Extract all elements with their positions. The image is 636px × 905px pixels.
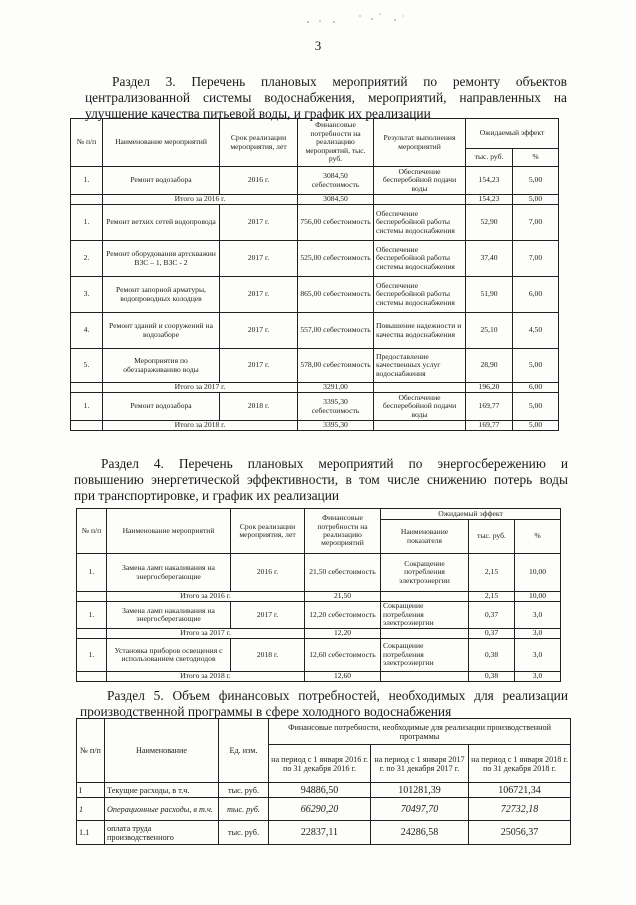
- table-cell: Итого за 2018 г.: [107, 672, 305, 682]
- scan-artifact: [300, 10, 410, 30]
- table-cell: 2,15: [469, 592, 515, 602]
- table-cell: 2.: [71, 241, 103, 277]
- table-cell: 21,50: [305, 592, 381, 602]
- table-cell: 7,00: [513, 241, 559, 277]
- table-cell: Обеспечение бесперебойной работы системы водоснабжения: [374, 277, 466, 313]
- table-row: [71, 277, 559, 313]
- table-header: Срок реализации мероприятия, лет: [231, 509, 305, 554]
- table-cell: 7,00: [513, 205, 559, 241]
- table-cell: 5.: [71, 349, 103, 383]
- table-cell: 578,00 себестоимость: [298, 349, 374, 383]
- table-cell: 3,0: [515, 629, 561, 639]
- table-cell: Обеспечение бесперебойной подачи воды: [374, 393, 466, 421]
- table-header: Наименование мероприятий: [107, 509, 231, 554]
- table-row: [71, 313, 559, 349]
- table-cell: 3.: [71, 277, 103, 313]
- table-row: [77, 602, 561, 629]
- table-cell: 154,23: [466, 195, 513, 205]
- table-cell: Ремонт ветхих сетей водопровода: [103, 205, 220, 241]
- table-cell: 70497,70: [371, 798, 469, 821]
- table-cell: оплата труда производственного: [105, 821, 219, 845]
- table-row: [71, 205, 559, 241]
- table-cell: тыс. руб.: [219, 783, 269, 798]
- table-row: [77, 554, 561, 592]
- section4-heading-line: Раздел 4. Перечень плановых мероприятий по энергосбережению и: [101, 456, 568, 471]
- table-header: Срок реализации мероприятия, лет: [220, 119, 298, 167]
- table-cell: 5,00: [513, 195, 559, 205]
- table-header: на период с 1 января 2017 г. по 31 декабря 2017 г.: [371, 745, 469, 783]
- table-row: [71, 167, 559, 195]
- table-cell: Установка приборов освещения с использованием светодиодов: [107, 639, 231, 672]
- section3-heading: [85, 74, 567, 122]
- table-row: [77, 821, 571, 845]
- table-cell: I: [77, 783, 105, 798]
- table-header: № п/п: [71, 119, 103, 167]
- table-cell: 756,00 себестоимость: [298, 205, 374, 241]
- table-cell: Ремонт водозабора: [103, 167, 220, 195]
- section3-heading-line: Раздел 3. Перечень плановых мероприятий по ремонту объектов: [112, 74, 567, 89]
- table-header: на период с 1 января 2018 г. по 31 декабря 2018 г.: [469, 745, 571, 783]
- table-header: Ожидаемый эффект: [466, 119, 559, 149]
- table-cell: 3291,00: [298, 383, 374, 393]
- table-row: [77, 783, 571, 798]
- table-row: [71, 421, 559, 431]
- table-cell: 2018 г.: [231, 639, 305, 672]
- table-header: %: [513, 149, 559, 167]
- table-cell: 1.: [77, 602, 107, 629]
- table-cell: 0,37: [469, 629, 515, 639]
- table-header: тыс. руб.: [469, 520, 515, 554]
- table-cell: 1.: [71, 167, 103, 195]
- table-row: [71, 195, 559, 205]
- table-header: Наименование мероприятий: [103, 119, 220, 167]
- table-cell: 2016 г.: [220, 167, 298, 195]
- table-cell: тыс. руб.: [219, 798, 269, 821]
- table-cell: 28,90: [466, 349, 513, 383]
- table-cell: 1.: [77, 554, 107, 592]
- table-cell: 12,20 себестоимость: [305, 602, 381, 629]
- table-cell: 169,77: [466, 393, 513, 421]
- table-cell: 2017 г.: [231, 602, 305, 629]
- table-header: Наименование: [105, 719, 219, 783]
- table-cell: Сокращение потребления электроэнергии: [381, 602, 469, 629]
- table-cell: 525,00 себестоимость: [298, 241, 374, 277]
- table-cell: 1.: [71, 205, 103, 241]
- table-cell: 3,0: [515, 639, 561, 672]
- section3-heading-line: централизованной системы водоснабжения, мероприятий, направленных на: [85, 90, 567, 105]
- table-cell: 1.1: [77, 821, 105, 845]
- table-cell: Замена ламп накаливания на энергосберегающие: [107, 554, 231, 592]
- table-cell: Итого за 2016 г.: [107, 592, 305, 602]
- table-cell: 2017 г.: [220, 205, 298, 241]
- table-cell: 25056,37: [469, 821, 571, 845]
- table-cell: Сокращение потребления электроэнергии: [381, 554, 469, 592]
- section4-heading-line: повышению энергетической эффективности, в том числе снижению потерь воды: [74, 472, 568, 487]
- table-cell: 3,0: [515, 672, 561, 682]
- table-cell: Обеспечение бесперебойной работы системы водоснабжения: [374, 241, 466, 277]
- table-cell: 5,00: [513, 349, 559, 383]
- table-cell: Обеспечение бесперебойной работы системы водоснабжения: [374, 205, 466, 241]
- section5-heading: [80, 688, 568, 720]
- section5-heading-line: производственной программы в сфере холодного водоснабжения: [80, 704, 452, 719]
- table-cell: 0,38: [469, 639, 515, 672]
- table-cell: 6,00: [513, 277, 559, 313]
- table-cell: 2018 г.: [220, 393, 298, 421]
- table-cell: 5,00: [513, 421, 559, 431]
- table-cell: 12,60 себестоимость: [305, 639, 381, 672]
- table-row: [71, 393, 559, 421]
- section4-heading-line: при транспортировке, и график их реализации: [74, 488, 340, 503]
- table-cell: 52,90: [466, 205, 513, 241]
- table-cell: 25,10: [466, 313, 513, 349]
- table-cell: 3,0: [515, 602, 561, 629]
- table-cell: Итого за 2017 г.: [103, 383, 298, 393]
- table-cell: 2017 г.: [220, 241, 298, 277]
- table-row: [77, 639, 561, 672]
- page-number: 3: [314, 38, 322, 53]
- table-cell: 3395,30 себестоимость: [298, 393, 374, 421]
- table-cell: 2017 г.: [220, 349, 298, 383]
- table-cell: Ремонт оборудования артскважин ВЗС – 1, ВЗС - 2: [103, 241, 220, 277]
- table-cell: 557,00 себестоимость: [298, 313, 374, 349]
- section3-heading-line: улучшение качества питьевой воды, и график их реализации: [85, 106, 431, 121]
- table-cell: тыс. руб.: [219, 821, 269, 845]
- table-header: Финансовые потребности на реализацию мероприятий: [305, 509, 381, 554]
- section3-table: [70, 118, 559, 431]
- table-cell: 154,23: [466, 167, 513, 195]
- table-cell: 865,00 себестоимость: [298, 277, 374, 313]
- table-header: тыс. руб.: [466, 149, 513, 167]
- table-cell: 196,20: [466, 383, 513, 393]
- table-cell: Сокращение потребления электроэнергии: [381, 639, 469, 672]
- table-cell: 5,00: [513, 393, 559, 421]
- table-row: [77, 798, 571, 821]
- table-cell: Итого за 2018 г.: [103, 421, 298, 431]
- table-cell: 2,15: [469, 554, 515, 592]
- table-cell: 10,00: [515, 592, 561, 602]
- table-cell: 94886,50: [269, 783, 371, 798]
- table-cell: 4.: [71, 313, 103, 349]
- table-header: Финансовые потребности, необходимые для реализации производственной программы: [269, 719, 571, 745]
- table-cell: 2016 г.: [231, 554, 305, 592]
- table-cell: 5,00: [513, 167, 559, 195]
- table-cell: 22837,11: [269, 821, 371, 845]
- table-cell: Ремонт зданий и сооружений на водозаборе: [103, 313, 220, 349]
- table-header: на период с 1 января 2016 г. по 31 декабря 2016 г.: [269, 745, 371, 783]
- table-cell: 12,20: [305, 629, 381, 639]
- table-row: [71, 349, 559, 383]
- section5-table: [76, 718, 571, 845]
- table-row: [71, 241, 559, 277]
- table-cell: Замена ламп накаливания на энергосберегающие: [107, 602, 231, 629]
- table-cell: 1: [77, 798, 105, 821]
- table-cell: 0,37: [469, 602, 515, 629]
- table-cell: 106721,34: [469, 783, 571, 798]
- table-row: [77, 629, 561, 639]
- table-header: № п/п: [77, 719, 105, 783]
- table-cell: 72732,18: [469, 798, 571, 821]
- table-header: Финансовые потребности на реализацию мероприятий, тыс. руб.: [298, 119, 374, 167]
- table-cell: Операционные расходы, в т.ч.: [105, 798, 219, 821]
- table-cell: 66290,20: [269, 798, 371, 821]
- table-cell: 2017 г.: [220, 277, 298, 313]
- table-header: %: [515, 520, 561, 554]
- table-cell: Обеспечение бесперебойной подачи воды: [374, 167, 466, 195]
- table-cell: 3084,50: [298, 195, 374, 205]
- table-cell: 3084,50 себестоимость: [298, 167, 374, 195]
- table-cell: Повышение надежности и качества водоснабжения: [374, 313, 466, 349]
- table-cell: 1.: [77, 639, 107, 672]
- table-cell: 169,77: [466, 421, 513, 431]
- table-cell: Ремонт запорной арматуры, водопроводных колодцев: [103, 277, 220, 313]
- table-cell: Предоставление качественных услуг водоснабжения: [374, 349, 466, 383]
- table-header: № п/п: [77, 509, 107, 554]
- section4-table: [76, 508, 561, 682]
- table-cell: Итого за 2017 г.: [107, 629, 305, 639]
- table-cell: 6,00: [513, 383, 559, 393]
- table-cell: 2017 г.: [220, 313, 298, 349]
- table-cell: 51,90: [466, 277, 513, 313]
- table-cell: Ремонт водозабора: [103, 393, 220, 421]
- table-header: Ед. изм.: [219, 719, 269, 783]
- table-cell: 10,00: [515, 554, 561, 592]
- table-row: [77, 592, 561, 602]
- table-row: [71, 383, 559, 393]
- table-cell: Мероприятия по обеззараживанию воды: [103, 349, 220, 383]
- table-cell: 12,60: [305, 672, 381, 682]
- table-cell: 37,40: [466, 241, 513, 277]
- table-cell: Текущие расходы, в т.ч.: [105, 783, 219, 798]
- table-header: Наименование показателя: [381, 520, 469, 554]
- section5-heading-line: Раздел 5. Объем финансовых потребностей, необходимых для реализации: [107, 688, 568, 703]
- section4-heading: [74, 456, 568, 504]
- table-cell: 24286,58: [371, 821, 469, 845]
- table-cell: 101281,39: [371, 783, 469, 798]
- table-cell: 21,50 себестоимость: [305, 554, 381, 592]
- table-cell: 1.: [71, 393, 103, 421]
- table-header: Ожидаемый эффект: [381, 509, 561, 520]
- table-cell: 0,38: [469, 672, 515, 682]
- table-cell: 3395,30: [298, 421, 374, 431]
- table-cell: 4,50: [513, 313, 559, 349]
- table-header: Результат выполнения мероприятий: [374, 119, 466, 167]
- table-row: [77, 672, 561, 682]
- table-cell: Итого за 2016 г.: [103, 195, 298, 205]
